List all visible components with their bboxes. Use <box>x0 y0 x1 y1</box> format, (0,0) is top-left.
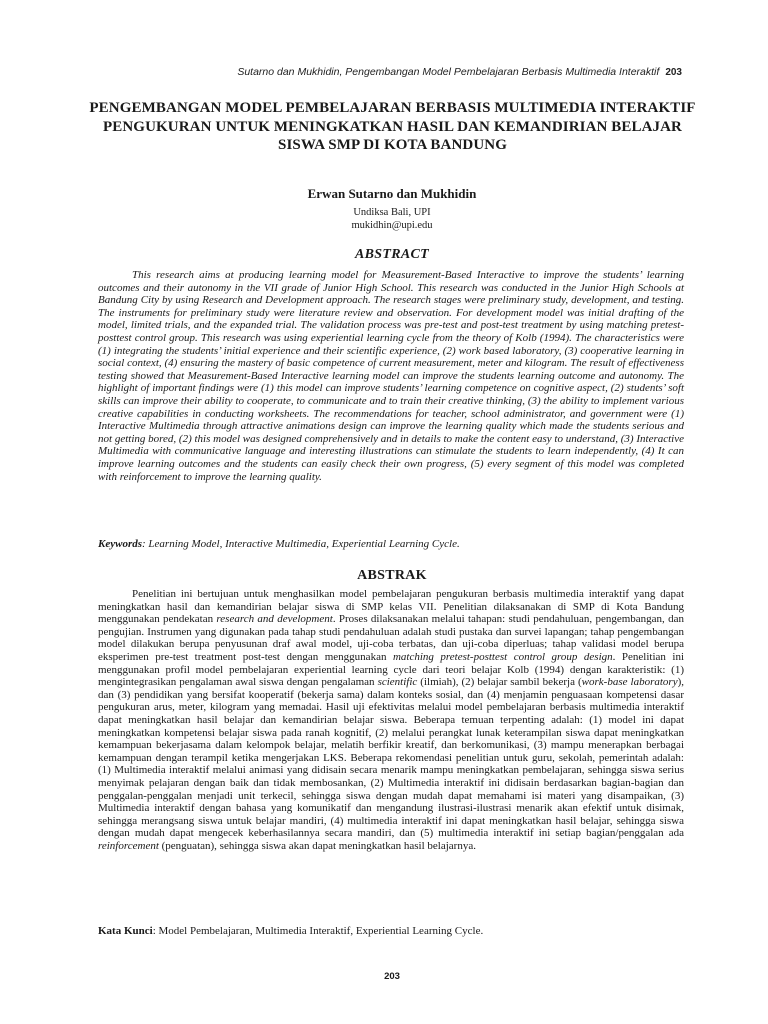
author-names: Erwan Sutarno dan Mukhidin <box>307 186 477 201</box>
abstrak-italic: matching pretest-posttest control group design <box>392 650 613 663</box>
keywords-label: Keywords <box>98 538 142 550</box>
abstrak-italic: work-base laboratory <box>581 676 678 689</box>
abstrak-text: ), dan (3) pendidikan yang bersifat kooperatif (bekerja sama) dalam konteks sosial, dan (4) menjamin penguasaan kompetensi dasar pengukuran arus, meter, kilogram yang memadai. Hasil uji efektivitas melalui model pembelajaran berbasis multimedia interaktif dapat meningkatkan hasil belajar dan kemandirian belajar siswa. Beberapa temuan terpenting adalah: (1) model ini dapat meningkatkan kompetensi belajar siswa pada ranah kognitif, (2) melalui perangkat lunak keterampilan siswa dapat meningkatkan kemampuan bekerjasama dalam kelompok belajar, melatih berfikir kreatif, dan berkomunikasi, (3) mampu menerapkan berbagai kemampuan dengan terampil ketika mengerjakan LKS. Beberapa rekomendasi penelitian untuk guru, sekolah, pemerintah adalah: (1) Multimedia interaktif melalui animasi yang didisain secara menarik mampu meningkatkan pembelajaran, sehingga siswa serius menyimak pelajaran dengan baik dan tidak membosankan, (2) Multimedia interaktif ini didisain berdasarkan bagian-bagian dan penggalan-penggalan menjadi unit terkecil, sehingga siswa dengan mudah dapat memahami isi materi yang disampaikan, (3) Multimedia interaktif dengan bahasa yang komunikatif dan mengandung ilustrasi-ilustrasi menarik akan efektif untuk disimak, sehingga merangsang siswa untuk belajar mandiri, (4) multimedia interaktif ini dapat meningkatkan hasil belajar, sehingga siswa dengan mudah dapat mengecek keberhasilannya secara mandiri, dan (5) multimedia interaktif ini setiap bagian/penggalan ada <box>98 676 684 840</box>
abstrak-text: . Penelitian ini menggunakan profil model pembelajaran experiential learning cycle dari teori belajar Kolb (1994) dengan karakteristik: (1) mengintegrasikan pengalaman awal siswa dengan pengalaman <box>98 650 685 689</box>
running-title: Sutarno dan Mukhidin, Pengembangan Model Pembelajaran Berbasis Multimedia Interaktif <box>237 66 660 78</box>
abstrak-text: . Proses dilaksanakan melalui tahapan: studi pendahuluan, pengembangan, dan pengujian. Instrumen yang digunakan pada tahap studi pendahuluan adalah studi pustaka dan survei lapangan; tahap pengembangan model dilakukan berupa penyusunan draf awal model, uji-coba terbatas, dan uji-coba diperluas; tahap validasi model berupa eksperimen pre-test treatment post-test dengan menggunakan <box>98 613 685 663</box>
kata-kunci-label: Kata Kunci <box>98 925 153 937</box>
affiliation: Undiksa Bali, UPI <box>353 207 431 218</box>
abstrak-italic: reinforcement <box>98 839 159 852</box>
abstrak-text: (penguatan), sehingga siswa akan dapat meningkatkan hasil belajarnya. <box>158 839 476 852</box>
keywords-english <box>98 538 684 550</box>
keywords-text: : Learning Model, Interactive Multimedia, Experiential Learning Cycle. <box>142 538 460 550</box>
author-email: mukidhin@upi.edu <box>351 220 433 231</box>
footer-page-number: 203 <box>384 971 400 982</box>
abstrak-italic: research and development <box>216 613 333 626</box>
running-header <box>0 66 682 78</box>
abstrak-indonesian-body <box>98 588 684 852</box>
paper-title: PENGEMBANGAN MODEL PEMBELAJARAN BERBASIS MULTIMEDIA INTERAKTIF PENGUKURAN UNTUK MENINGKATKAN HASIL DAN KEMANDIRIAN BELAJAR SISWA SMP DI KOTA BANDUNG <box>89 100 696 153</box>
abstract-english-body: This research aims at producing learning model for Measurement-Based Interactive to improve the students’ learning outcomes and their autonomy in the VII grade of Junior High School. This research was conducted in the Junior High Schools at Bandung City by using Research and Development approach. The research stages were preliminary study, development, and testing. The instruments for preliminary study were literature review and observation. For development model was initial drafting of the model, limited trials, and the expanded trial. The validation process was pre-test and post-test treatment by using matching pretest-posttest control group. This research was using experiential learning cycle from the theory of Kolb (1994). The characteristics were (1) integrating the students’ initial experience and their scientific experience, (2) work based laboratory, (3) cooperative learning in social context, (4) ensuring the mastery of basic competence of current measurement, meter and kilogram. The result of effectiveness testing showed that Measurement-Based Interactive learning model can improve the students learning outcome and autonomy. The highlight of important findings were (1) this model can improve students’ learning competence on cognitive aspect, (2) students’ soft skills can improve their ability to cooperate, to communicate and to train their creative thinking, (3) the ability to implement various creative capabilities in conducting worksheets. The recommendations for teacher, school administrator, and government were (1) Interactive Multimedia through attractive animations design can improve the learning quality which made the students serious and not getting bored, (2) this model was designed comprehensively and in details to make the content easy to understand, (3) Interactive Multimedia with communicative language and interesting illustrations can stimulate the students to learn independently, (4) It can improve learning outcomes and the students can easily check their own progress, (5) every segment of this model was completed with reinforcement to improve the learning quality. <box>98 269 684 483</box>
kata-kunci-text: : Model Pembelajaran, Multimedia Interaktif, Experiential Learning Cycle. <box>152 925 484 937</box>
abstrak-heading: ABSTRAK <box>357 568 427 583</box>
abstrak-text: Penelitian ini bertujuan untuk menghasilkan model pembelajaran pengukuran berbasis multimedia interaktif yang dapat meningkatkan hasil dan kemandirian belajar siswa di SMP kelas VII. Penelitian dilaksanakan di SMP di Kota Bandung menggunakan pendekatan <box>98 588 684 626</box>
abstrak-italic: scientific <box>377 676 418 689</box>
abstrak-text: (ilmiah), (2) belajar sambil bekerja ( <box>417 676 582 689</box>
header-page-number: 203 <box>665 67 682 78</box>
keywords-indonesian <box>98 925 684 937</box>
abstract-heading: ABSTRACT <box>355 247 429 262</box>
